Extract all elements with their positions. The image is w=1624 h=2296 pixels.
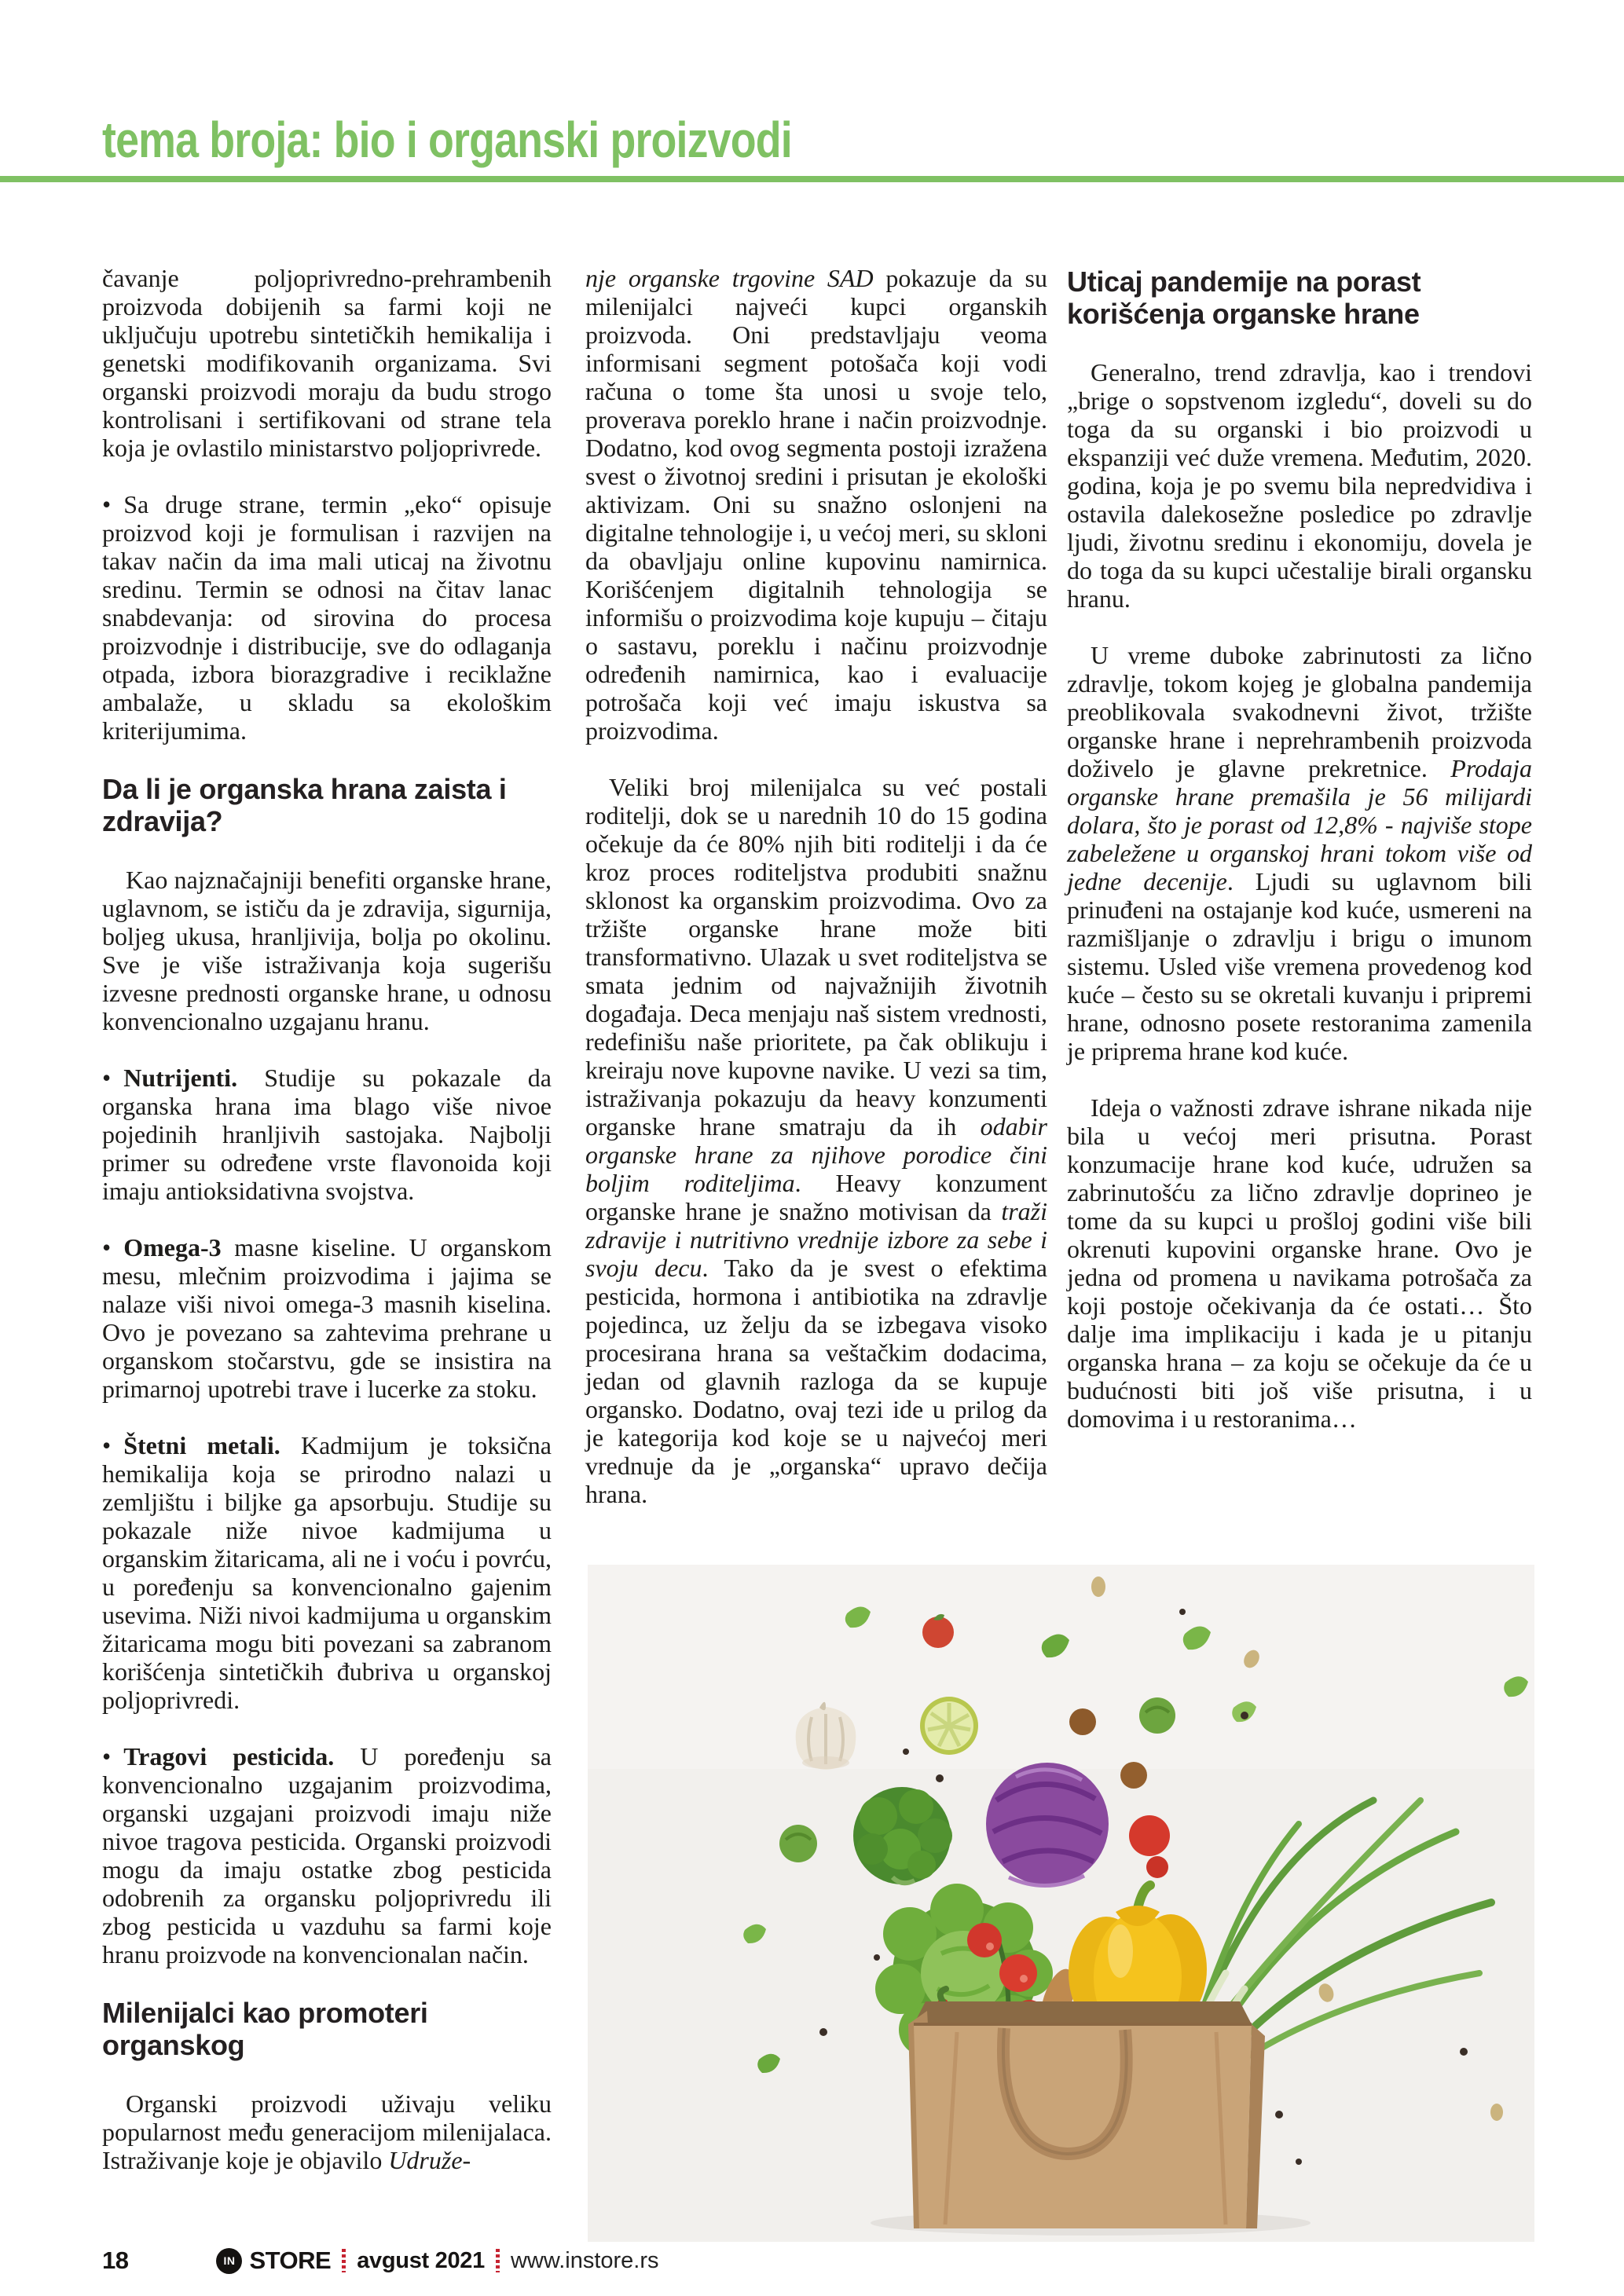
instore-logo: [216, 2247, 331, 2275]
footer-dotted-divider: [496, 2249, 500, 2272]
paragraph: Veliki broj milenijalca su već postali roditelji, dok se u narednih 10 do 15 godina očekuje da će 80% njih biti roditelji i da će kroz proces roditeljstva produbiti snažnu sklonost ka organskim proizvodima. Ovo za tržište organske hrane može biti transformativno. Ulazak u svet roditeljstva se smata jednim od najvažnijih životnih događaja. Deca menjaju naš sistem vrednosti, redefinišu naše prioritete, pa čak oblikuju i kreiraju nove kupovne navike. U vezi sa tim, istraživanja pokazuju da heavy konzumenti organske hrane smatraju da ih odabir organske hrane za njihove porodice čini boljim roditeljima. Heavy konzument organske hrane je snažno motivisan da traži zdravije i nutritivno vrednije izbore za sebe i svoju decu. Tako da je svest o efektima pesticida, hormona i antibiotika na zdravlje pojedinca, uz želju da se izbegava visoko procesirana hrana sa veštačkim dodacima, jedan od glavnih razloga da se kupuje organsko. Dodatno, ovaj tezi ide u prilog da je kategorija kod koje se u najvećoj meri vrednuje da je „organska“ upravo dečija hrana.: [585, 773, 1048, 1508]
bullet-paragraph: • Omega-3 masne kiseline. U organskom mesu, mlečnim proizvodima i jajima se nalaze viši nivoi omega-3 masnih kiselina. Ovo je povezano sa zahtevima prehrane u organskom stočarstvu, gde se insistira na primarnoj upotrebi trave i lucerke za stoku.: [102, 1233, 552, 1403]
lime-icon: [920, 1697, 978, 1755]
bullet-paragraph: • Tragovi pesticida. U poređenju sa konvencionalno uzgajanim proizvodima, organski uzgajani proizvodi imaju niže nivoe tragova pesticida. Organski proizvodi mogu da imaju ostatke zbog pesticida odobrenih za organsku poljoprivredu ili zbog pesticida u vazduhu sa farmi koje hranu proizvode na konvencionalan način.: [102, 1742, 552, 1968]
paragraph: Kao najznačajniji benefiti organske hrane, uglavnom, se ističu da je zdravija, sigurnija, boljeg ukusa, hranljivija, bolja po okolinu. Sve je više istraživanja koja sugerišu izvesne prednosti organske hrane, u odnosu konvencionalno uzgajanu hranu.: [102, 866, 552, 1035]
bullet-paragraph: • Sa druge strane, termin „eko“ opisuje proizvod koji je formulisan i razvijen na takav način da ima mali uticaj na životnu sredinu. Termin se odnosi na čitav lanac snabdevanja: od sirovina do procesa proizvodnje i distribucije, sve do odlaganja otpada, izbora biorazgradive i reciklažne ambalaže, u skladu sa ekološkim kriterijumima.: [102, 490, 552, 745]
instore-logo-icon: IN: [216, 2248, 242, 2274]
green-divider: [0, 176, 1624, 182]
page-footer: [102, 2242, 659, 2280]
hazelnut-icon: [1069, 1708, 1096, 1735]
website-url: www.instore.rs: [510, 2247, 659, 2273]
section-heading: Milenijalci kao promoteri organskog: [102, 1997, 428, 2061]
instore-logo-text: STORE: [249, 2247, 332, 2274]
vegetables-photo: [588, 1565, 1534, 2242]
paragraph: Generalno, trend zdravlja, kao i trendovi „brige o sopstvenom izgledu“, doveli su do toga da su organski i bio proizvodi u ekspanziji već duže vremena. Međutim, 2020. godina, koja je po svemu bila nepredvidiva i ostavila dalekosežne posledice po zdravlje ljudi, životnu sredinu i ekonomiju, dovela je do toga da su kupci učestalije birali organsku hranu.: [1067, 358, 1532, 613]
article-column-1: [102, 264, 552, 2203]
tomato-icon: [1146, 1856, 1168, 1878]
paragraph: čavanje poljoprivredno-prehrambenih proizvoda dobijenih sa farmi koji ne uključuju upotrebu sintetičkih hemikalija i genetski modifikovanih organizama. Svi organski proizvodi moraju da budu strogo kontrolisani i sertifikovani od strane tela koja je ovlastilo ministarstvo poljoprivrede.: [102, 264, 552, 462]
bullet-icon: •: [102, 1431, 124, 1459]
bullet-icon: •: [102, 1742, 124, 1771]
article-column-2: [585, 264, 1047, 1536]
article-column-3: [1067, 264, 1532, 1461]
paragraph: Organski proizvodi uživaju veliku popularnost među generacijom milenijalaca. Istraživanje koje je objavilo Udruže-: [102, 2089, 552, 2174]
section-heading: Da li je organska hrana zaista i zdravija?: [102, 773, 507, 837]
paragraph: Ideja o važnosti zdrave ishrane nikada nije bila u većoj meri prisutna. Porast konzumacije hrane kod kuće, udružen sa zabrinutošću za lično zdravlje doprineo je tome da su kupci u prošloj godini više bili okrenuti kupovini organske hrane. Ovo je jedna od promena u navikama potrošača za koji postoje očekivanja da će ostati… Što dalje ima implikaciju i kada je u pitanju organska hrana – za koju se očekuje da će u budućnosti biti još više prisutna, i u domovima i u restoranima…: [1067, 1093, 1532, 1433]
brussels-sprout-icon: [779, 1825, 817, 1862]
page-kicker: tema broja: bio i organski proizvodi: [102, 112, 792, 168]
bullet-icon: •: [102, 490, 124, 518]
paragraph: U vreme duboke zabrinutosti za lično zdravlje, tokom kojeg je globalna pandemija preoblikovala svakodnevni život, tržište organske hrane i neprehrambenih proizvoda doživelo je glavne prekretnice. Prodaja organske hrane premašila je 56 milijardi dolara, što je porast od 12,8% - najviše stope zabeležene u organskoj hrani tokom više od jedne decenije. Ljudi su uglavnom bili prinuđeni na ostajanje kod kuće, usmereni na razmišljanje o zdravlju i brigu o imunom sistemu. Usled više vremena provedenog kod kuće – često su se okretali kuvanju i pripremi hrane, odnosno posete restoranima zamenila je priprema hrane kod kuće.: [1067, 641, 1533, 1065]
bullet-icon: •: [102, 1064, 124, 1092]
cherry-tomato-top-icon: [922, 1617, 954, 1648]
footer-dotted-divider: [342, 2249, 346, 2272]
page-number: 18: [102, 2247, 129, 2274]
bullet-icon: •: [102, 1233, 124, 1262]
paragraph: nje organske trgovine SAD pokazuje da su milenijalci najveći kupci organskih proizvoda. Oni predstavljaju veoma informisani segment potošača koji vodi računa o tome šta unosi u svoje telo, proverava poreklo hrane i način proizvodnje. Dodatno, kod ovog segmenta postoji izražena svest o životnoj sredini i prisutan je ekološki aktivizam. Oni su snažno oslonjeni na digitalne tehnologije i, u većoj meri, su skloni da obavljaju online kupovinu namirnica. Korišćenjem digitalnih tehnologija se informišu o proizvodima koje kupuju – čitaju o sastavu, poreklu i načinu proizvodnje određenih namirnica, kao i evaluacije potrošača koji već imaju iskustva sa proizvodima.: [585, 264, 1048, 745]
tomato-icon: [1129, 1815, 1170, 1856]
red-cabbage-icon: [986, 1763, 1109, 1886]
issue-date: avgust 2021: [357, 2247, 485, 2273]
section-heading: Uticaj pandemije na porast korišćenja organske hrane: [1067, 265, 1421, 330]
paper-bag-icon: [908, 2001, 1265, 2228]
bullet-paragraph: • Štetni metali. Kadmijum je toksična hemikalija koja se prirodno nalazi u zemljištu i biljke ga apsorbuju. Studije su pokazale niže nivoe kadmijuma u organskim žitaricama, ali ne i voću i povrću, u poređenju sa konvencionalno gajenim usevima. Niži nivoi kadmijuma u organskim žitaricama mogu biti povezani sa zabranom korišćenja sintetičkih đubriva u organskoj poljoprivredi.: [102, 1431, 552, 1714]
hazelnut-icon: [1120, 1762, 1147, 1789]
bullet-paragraph: • Nutrijenti. Studije su pokazale da organska hrana ima blago više nivoe pojedinih hranljivih sastojaka. Najbolji primer su određene vrste flavonoida koji imaju antioksidativna svojstva.: [102, 1064, 552, 1205]
brussels-sprout-icon: [1139, 1697, 1175, 1734]
